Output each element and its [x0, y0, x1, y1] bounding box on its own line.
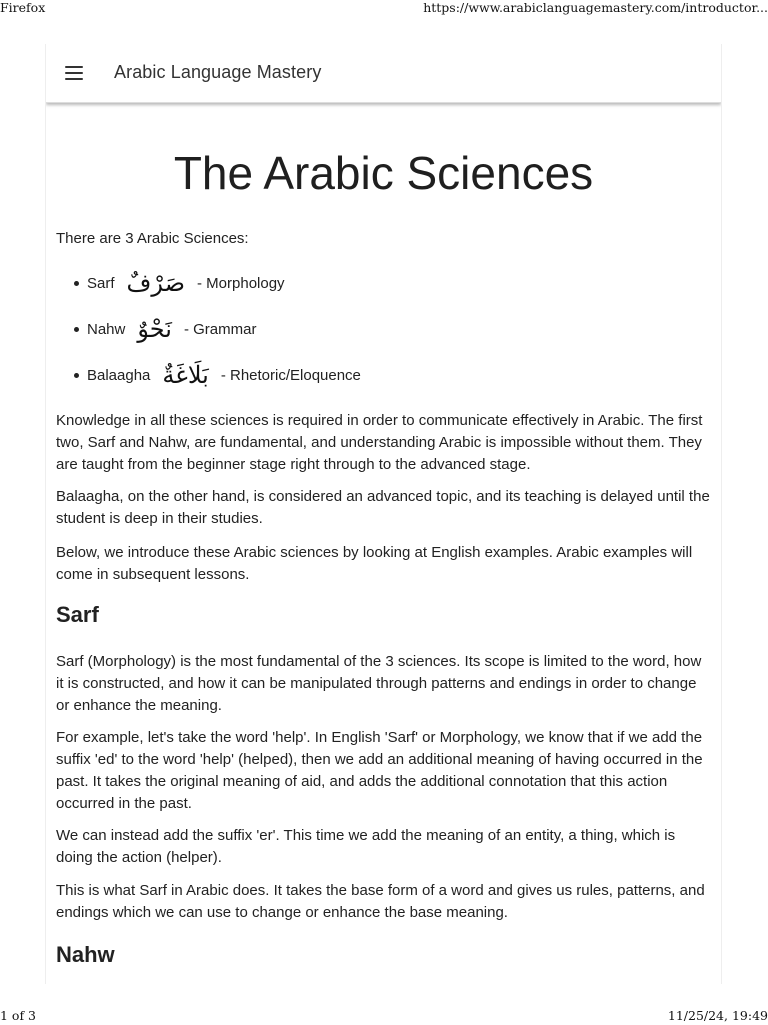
page-title: The Arabic Sciences — [173, 147, 594, 199]
print-url: https://www.arabiclanguagemastery.com/introductor... — [423, 0, 768, 15]
print-footer — [0, 1007, 768, 1025]
science-arabic: بَلَاغَةٌ — [162, 361, 209, 389]
science-name: Sarf — [87, 274, 115, 292]
section-heading-sarf: Sarf — [56, 602, 99, 627]
list-item — [56, 352, 712, 398]
section-heading-nahw: Nahw — [56, 942, 115, 967]
print-header — [0, 0, 768, 18]
paragraph: Knowledge in all these sciences is required in order to communicate effectively in Arabic. The first two, Sarf and Nahw, are fundamental, and understanding Arabic is impossible without them. They are taught from the beginner stage right through to the advanced stage. — [56, 412, 703, 473]
science-meaning: - Rhetoric/Eloquence — [220, 366, 361, 384]
science-meaning: - Morphology — [197, 274, 285, 292]
science-arabic: نَحْوٌ — [137, 315, 172, 343]
paragraph: Sarf (Morphology) is the most fundamental of the 3 sciences. Its scope is limited to the word, how it is constructed, and how it can be manipulated through patterns and endings in order to change or enhance the meaning. — [56, 653, 702, 714]
paragraph: Balaagha, on the other hand, is considered an advanced topic, and its teaching is delayed until the student is deep in their studies. — [56, 488, 710, 527]
list-item — [56, 306, 712, 352]
science-name: Balaagha — [87, 366, 151, 384]
sciences-list — [56, 260, 712, 398]
paragraph: This is what Sarf in Arabic does. It takes the base form of a word and gives us rules, patterns, and endings which we can use to change or enhance the base meaning. — [56, 882, 705, 921]
intro-text: There are 3 Arabic Sciences: — [56, 230, 249, 247]
paragraph: We can instead add the suffix 'er'. This time we add the meaning of an entity, a thing, which is doing the action (helper). — [56, 827, 676, 866]
web-page — [46, 44, 721, 984]
paragraph: Below, we introduce these Arabic sciences by looking at English examples. Arabic examples will come in subsequent lessons. — [56, 544, 693, 583]
print-datetime: 11/25/24, 19:49 — [667, 1008, 768, 1023]
print-app-name: Firefox — [0, 0, 46, 15]
site-title[interactable]: Arabic Language Mastery — [114, 62, 322, 82]
science-meaning: - Grammar — [183, 320, 257, 338]
print-page-number: 1 of 3 — [0, 1008, 37, 1023]
app-bar — [46, 44, 721, 103]
science-arabic: صَرْفٌ — [126, 269, 186, 297]
science-name: Nahw — [87, 320, 126, 338]
paragraph: For example, let's take the word 'help'. In English 'Sarf' or Morphology, we know that if we add the suffix 'ed' to the word 'help' (helped), then we add an additional meaning of having occurred in the past. It takes the original meaning of aid, and adds the additional connotation that this action occurred in the past. — [56, 729, 703, 812]
hamburger-menu-icon[interactable] — [65, 66, 83, 80]
list-item — [56, 260, 712, 306]
